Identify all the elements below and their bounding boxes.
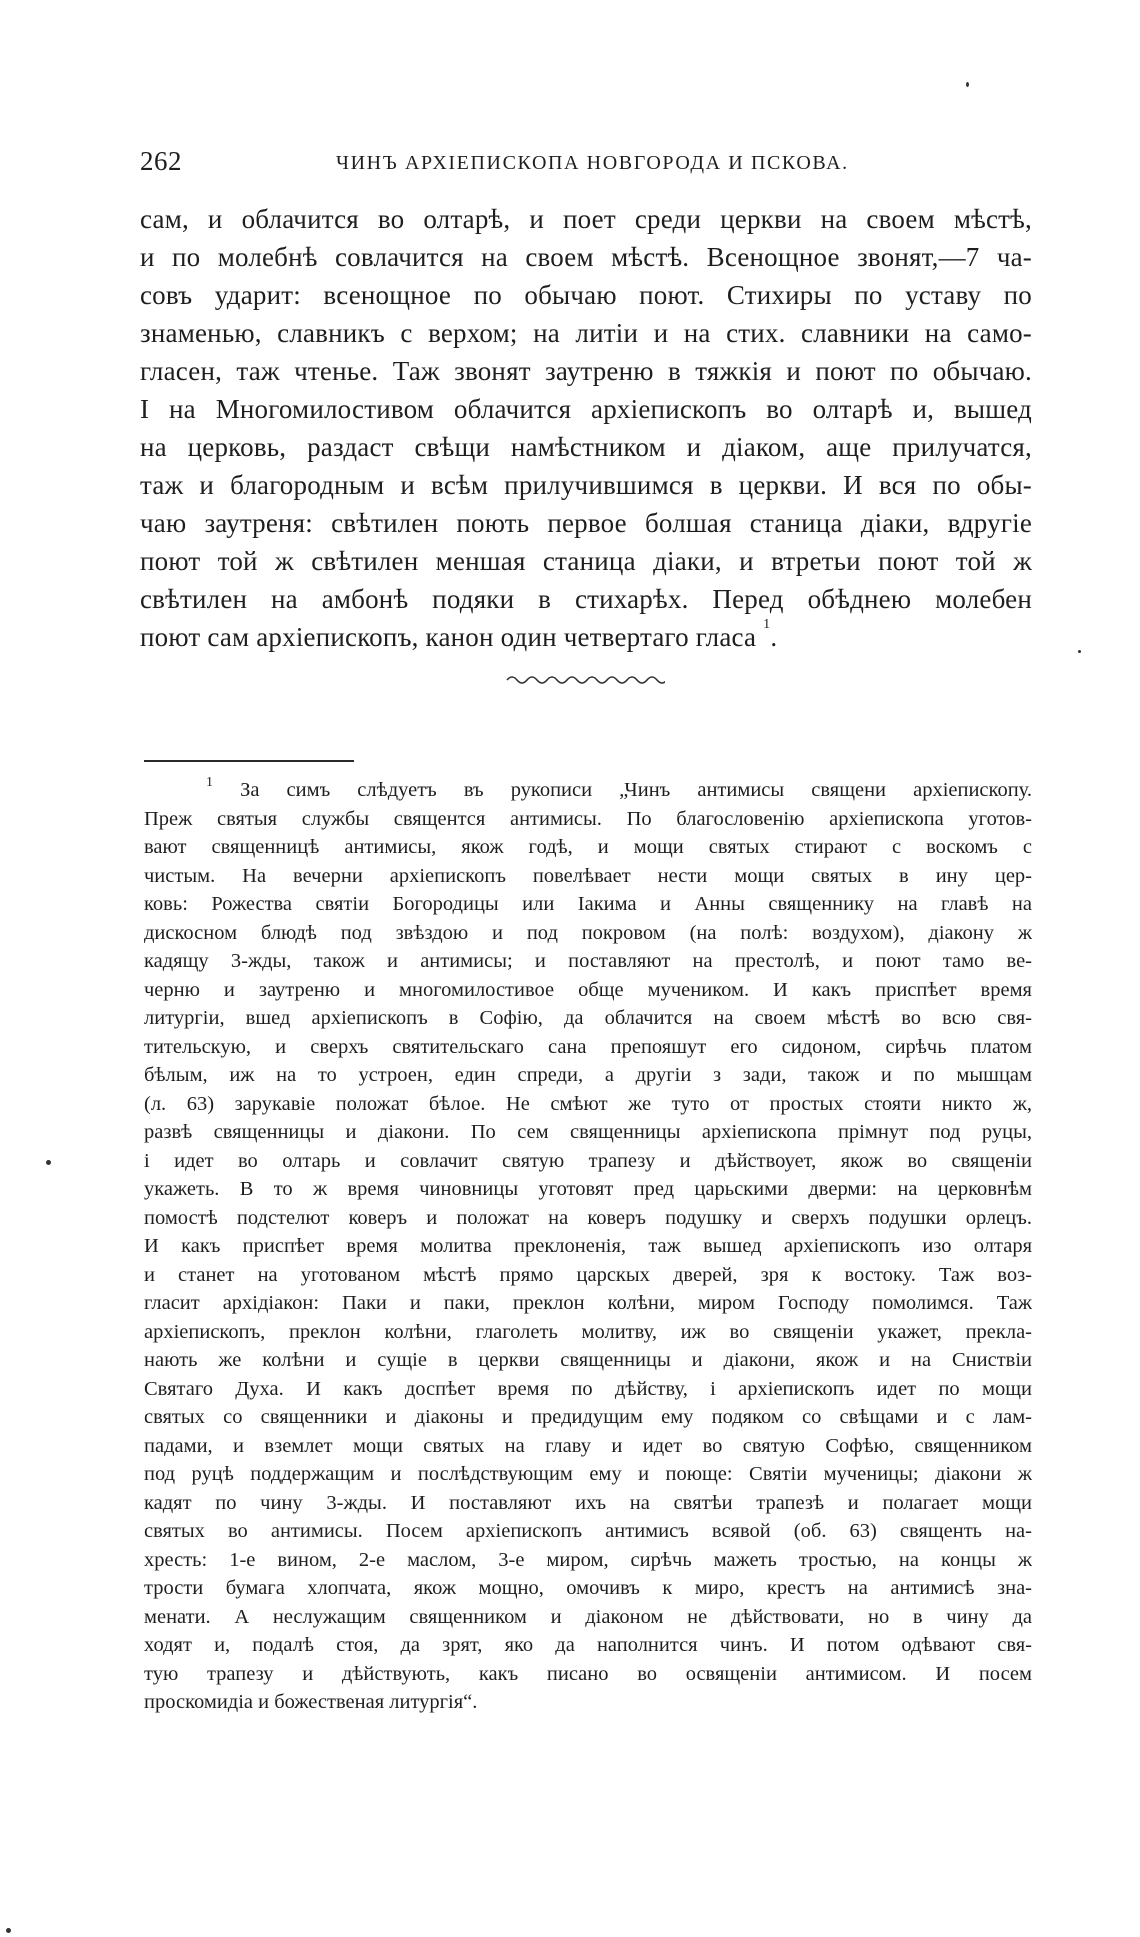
footnote-line-content: под руцѣ поддержащим и послѣдствующим ему и поюще: Святіи мученицы; діакони ж: [144, 1463, 1032, 1485]
footnote-line: [144, 1061, 1032, 1090]
text-line-content: знаменью, славникъ с верхом; на литіи и на стих. славники на само-: [140, 318, 1032, 348]
print-speck: [46, 1160, 51, 1165]
footnote-line: [144, 1517, 1032, 1546]
page-number: 262: [140, 146, 182, 176]
footnote-line: [144, 1175, 1032, 1204]
text-line: [140, 504, 1032, 542]
footnote-line: [144, 776, 1032, 805]
footnote-line-content: проскомидіа и божественая литургія“.: [144, 1691, 478, 1713]
footnote-marker: 1: [206, 776, 213, 790]
footnote-line-content: нають же колѣни и сущіе в церкви священницы и діакони, якож и на Сниствіи: [144, 1349, 1032, 1371]
footnote-line-content: укажеть. В то ж время чиновницы уготовят пред царьскими дверми: на церковнѣм: [144, 1178, 1032, 1200]
footnote-line: [144, 1090, 1032, 1119]
footnote-separator: [144, 760, 354, 762]
footnote-line-content: тую трапезу и дѣйствують, какъ писано во освященіи антимисом. И посем: [144, 1662, 1032, 1685]
footnote-line-content: черню и заутреню и многомилостивое обще мучеником. И какъ приспѣет время: [144, 978, 1032, 1001]
footnote-line-content: трости бумага хлопчата, якож мощно, омочивъ к миро, крестъ на антимисѣ зна-: [144, 1577, 1032, 1599]
page-header: [140, 146, 1032, 180]
footnote-line: [144, 862, 1032, 891]
footnote-line-content: тительскую, и сверхъ святительскаго сана препояшут его сидоном, сирѣчь платом: [144, 1035, 1032, 1058]
footnote-line: [144, 1403, 1032, 1432]
footnote-line-content: святых во антимисы. Посем архіепископъ антимисъ всявой (об. 63) священть на-: [144, 1520, 1032, 1542]
footnote-line: [144, 1261, 1032, 1290]
text-line: [140, 542, 1032, 580]
footnote-line: [144, 1631, 1032, 1660]
footnote-line-content: падами, и вземлет мощи святых на главу и идет во святую Софѣю, священником: [144, 1434, 1032, 1457]
text-line: [140, 466, 1032, 504]
footnote-line-content: И какъ приспѣет время молитва преклоненія, таж вышед архіепископъ изо олтаря: [144, 1235, 1032, 1257]
footnote-line: [144, 1574, 1032, 1603]
footnote-line-content: кадящу 3-жды, також и антимисы; и поставляют на престолѣ, и поют тамо ве-: [144, 950, 1032, 972]
print-speck: [6, 1928, 11, 1933]
text-line-content: на церковь, раздаст свѣщи намѣстником и діаком, аще прилучатся,: [140, 432, 1032, 462]
footnote-line: [144, 1118, 1032, 1147]
footnote-line: [144, 1289, 1032, 1318]
main-text-block: [140, 200, 1032, 656]
footnote-line-content: бѣлым, иж на то устроен, един спреди, а другіи з зади, також и по мышцам: [144, 1064, 1032, 1086]
text-line: [140, 200, 1032, 238]
footnote-line: [144, 947, 1032, 976]
footnote-line-content: и станет на уготованом мѣстѣ прямо царскых дверей, зря к востоку. Таж воз-: [144, 1263, 1032, 1286]
footnote-line-content: вают священницѣ антимисы, якож годѣ, и мощи святых стирают с воскомъ с: [144, 836, 1032, 858]
print-speck: [966, 82, 969, 87]
footnote-line: [144, 1033, 1032, 1062]
footnote-line: [144, 1660, 1032, 1689]
section-end-ornament: [505, 672, 665, 688]
footnote-line: [144, 919, 1032, 948]
text-line-content: чаю заутреня: свѣтилен поють первое болшая станица діаки, вдругіе: [140, 508, 1032, 538]
footnote-line-content: архіепископъ, преклон колѣни, глаголеть молитву, иж во священіи укажет, прекла-: [144, 1320, 1032, 1343]
footnote-line: [144, 1204, 1032, 1233]
footnote-line-content: За симъ слѣдуетъ въ рукописи „Чинъ антимисы священи архіепископу.: [240, 779, 1032, 801]
footnote-line: [144, 1147, 1032, 1176]
footnote-line: [144, 805, 1032, 834]
footnote-line-content: святых со священники и діаконы и предидущим ему подяком со свѣщами и с лам-: [144, 1406, 1032, 1428]
footnote-reference: 1: [763, 618, 771, 632]
footnote-line-content: гласит архідіакон: Паки и паки, преклон колѣни, миром Господу помолимся. Таж: [144, 1292, 1032, 1314]
text-line: [140, 580, 1032, 618]
footnote-line-content: кадят по чину 3-жды. И поставляют ихъ на святѣи трапезѣ и полагает мощи: [144, 1491, 1032, 1514]
footnote-line: [144, 976, 1032, 1005]
footnote-line: [144, 1346, 1032, 1375]
footnote-line-content: ковь: Рожества святіи Богородицы или Іакима и Анны священнику на главѣ на: [144, 893, 1032, 915]
text-line: [140, 352, 1032, 390]
text-line-content: свѣтилен на амбонѣ подяки в стихарѣх. Перед обѣднею молебен: [140, 584, 1032, 614]
text-line: [140, 390, 1032, 428]
footnote-line-content: дискосном блюдѣ под звѣздою и под покровом (на полѣ: воздухом), діакону ж: [144, 921, 1032, 944]
text-line-content: таж и благородным и всѣм прилучившимся в церкви. И вся по обы-: [140, 470, 1032, 500]
footnote-line-content: Преж святыя службы священтся антимисы. По благословенію архіепископа уготов-: [144, 807, 1032, 830]
footnote-line: [144, 1489, 1032, 1518]
footnote-line: [144, 1318, 1032, 1347]
print-speck: [1078, 650, 1081, 653]
footnote-line-content: і идет во олтарь и совлачит святую трапезу и дѣйствоует, якож во священіи: [144, 1149, 1032, 1172]
footnote-line-content: Святаго Духа. И какъ доспѣет время по дѣйству, і архіепископъ идет по мощи: [144, 1377, 1032, 1400]
footnote-block: [144, 776, 1032, 1717]
footnote-line: [144, 1375, 1032, 1404]
footnote-line: [144, 1688, 1032, 1717]
footnote-line-content: хресть: 1-е вином, 2-е маслом, 3-е миром, сирѣчь мажеть тростью, на концы ж: [144, 1548, 1032, 1571]
text-line: поют сам архіепископъ, канон один четвертаго гласа $^1$.: [140, 618, 778, 652]
text-line-content: поют той ж свѣтилен меншая станица діаки, и втретьи поют той ж: [140, 546, 1032, 576]
text-line: [140, 238, 1032, 276]
footnote-line-content: чистым. На вечерни архіепископъ повелѣвает нести мощи святых в ину цер-: [144, 864, 1032, 887]
footnote-line: [144, 1004, 1032, 1033]
text-line-content: и по молебнѣ совлачится на своем мѣстѣ. Всенощное звонят,—7 ча-: [140, 242, 1032, 272]
footnote-line: [144, 1232, 1032, 1261]
footnote-line: [144, 1603, 1032, 1632]
text-line-content: І на Многомилостивом облачится архіепископъ во олтарѣ и, вышед: [140, 394, 1032, 424]
text-line: [140, 428, 1032, 466]
text-line: [140, 314, 1032, 352]
text-line-content: поют сам архіепископъ, канон один четвертаго гласа: [140, 622, 757, 652]
footnote-line-content: помостѣ подстелют коверъ и положат на коверъ подушку и сверхъ подушки орлецъ.: [144, 1206, 1032, 1229]
footnote-line: [144, 1546, 1032, 1575]
text-line-content: гласен, таж чтенье. Таж звонят заутреню в тяжкія и поют по обычаю.: [140, 356, 1032, 386]
footnote-line-content: ходят и, подалѣ стоя, да зрят, яко да наполнится чинъ. И потом одѣвают свя-: [144, 1634, 1032, 1656]
footnote-line-content: литургіи, вшед архіепископъ в Софію, да облачится на своем мѣстѣ во всю свя-: [144, 1007, 1032, 1029]
footnote-line: [144, 833, 1032, 862]
footnote-line-content: (л. 63) зарукавіе положат бѣлое. Не смѣют же туто от простых стояти никто ж,: [144, 1092, 1032, 1115]
footnote-line-content: развѣ священницы и діакони. По сем священницы архіепископа прімнут под руцы,: [144, 1121, 1032, 1143]
footnote-line: [144, 890, 1032, 919]
footnote-line: [144, 1460, 1032, 1489]
text-line: [140, 276, 1032, 314]
running-title: ЧИНЪ АРХІЕПИСКОПА НОВГОРОДА И ПСКОВА.: [336, 152, 849, 174]
text-line-content: сам, и облачится во олтарѣ, и поет среди церкви на своем мѣстѣ,: [140, 204, 1032, 234]
footnote-line: [144, 1432, 1032, 1461]
text-line-content: совъ ударит: всенощное по обычаю поют. Стихиры по уставу по: [140, 280, 1032, 310]
footnote-line-content: менати. А неслужащим священником и діаконом не дѣйствовати, но в чину да: [144, 1605, 1032, 1628]
